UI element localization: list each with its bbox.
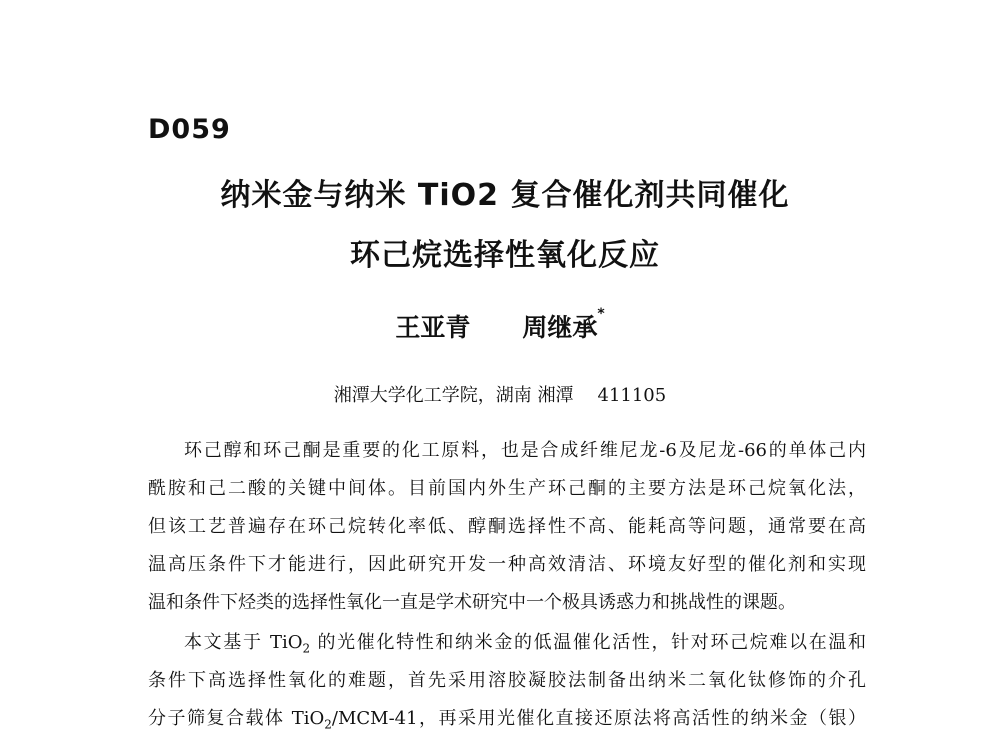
paragraph-line: 温高压条件下才能进行，因此研究开发一种高效清洁、环境友好型的催化剂和实现 (148, 554, 866, 575)
text-run: 分子筛复合载体 TiO (148, 708, 325, 729)
paragraph-line: 温和条件下烃类的选择性氧化一直是学术研究中一个极具诱惑力和挑战性的课题。 (148, 592, 796, 613)
postal-code: 411105 (597, 385, 667, 406)
paragraph-line: 酰胺和己二酸的关键中间体。目前国内外生产环己酮的主要方法是环己烷氧化法， (148, 478, 866, 499)
paragraph-line: 但该工艺普遍存在环己烷转化率低、醇酮选择性不高、能耗高等问题，通常要在高 (148, 516, 866, 537)
paper-title-line-2: 环己烷选择性氧化反应 (350, 238, 660, 273)
document-code: D059 (148, 114, 231, 145)
affiliation-text: 湘潭大学化工学院，湖南 湘潭 (333, 385, 574, 406)
subscript: 2 (324, 717, 332, 732)
author-list (0, 308, 1000, 344)
author-name: 周继承 (522, 313, 598, 342)
affiliation (0, 381, 1000, 407)
subscript: 2 (302, 641, 311, 656)
paragraph-line: 条件下高选择性氧化的难题，首先采用溶胶凝胶法制备出纳米二氧化钛修饰的介孔 (148, 670, 866, 691)
paragraph-line (184, 628, 866, 656)
paragraph-line: 环己醇和环己酮是重要的化工原料，也是合成纤维尼龙-6及尼龙-66的单体己内 (184, 440, 866, 461)
corresponding-author-mark: * (597, 306, 605, 322)
text-run: 的光催化特性和纳米金的低温催化活性，针对环己烷难以在温和 (310, 632, 866, 653)
text-run: /MCM-41，再采用光催化直接还原法将高活性的纳米金（银） (331, 708, 866, 729)
paragraph-line (148, 704, 866, 732)
author-name: 王亚青 (395, 313, 471, 342)
paper-title-line-1: 纳米金与纳米 TiO2 复合催化剂共同催化 (220, 178, 790, 213)
text-run: 本文基于 TiO (184, 632, 303, 653)
